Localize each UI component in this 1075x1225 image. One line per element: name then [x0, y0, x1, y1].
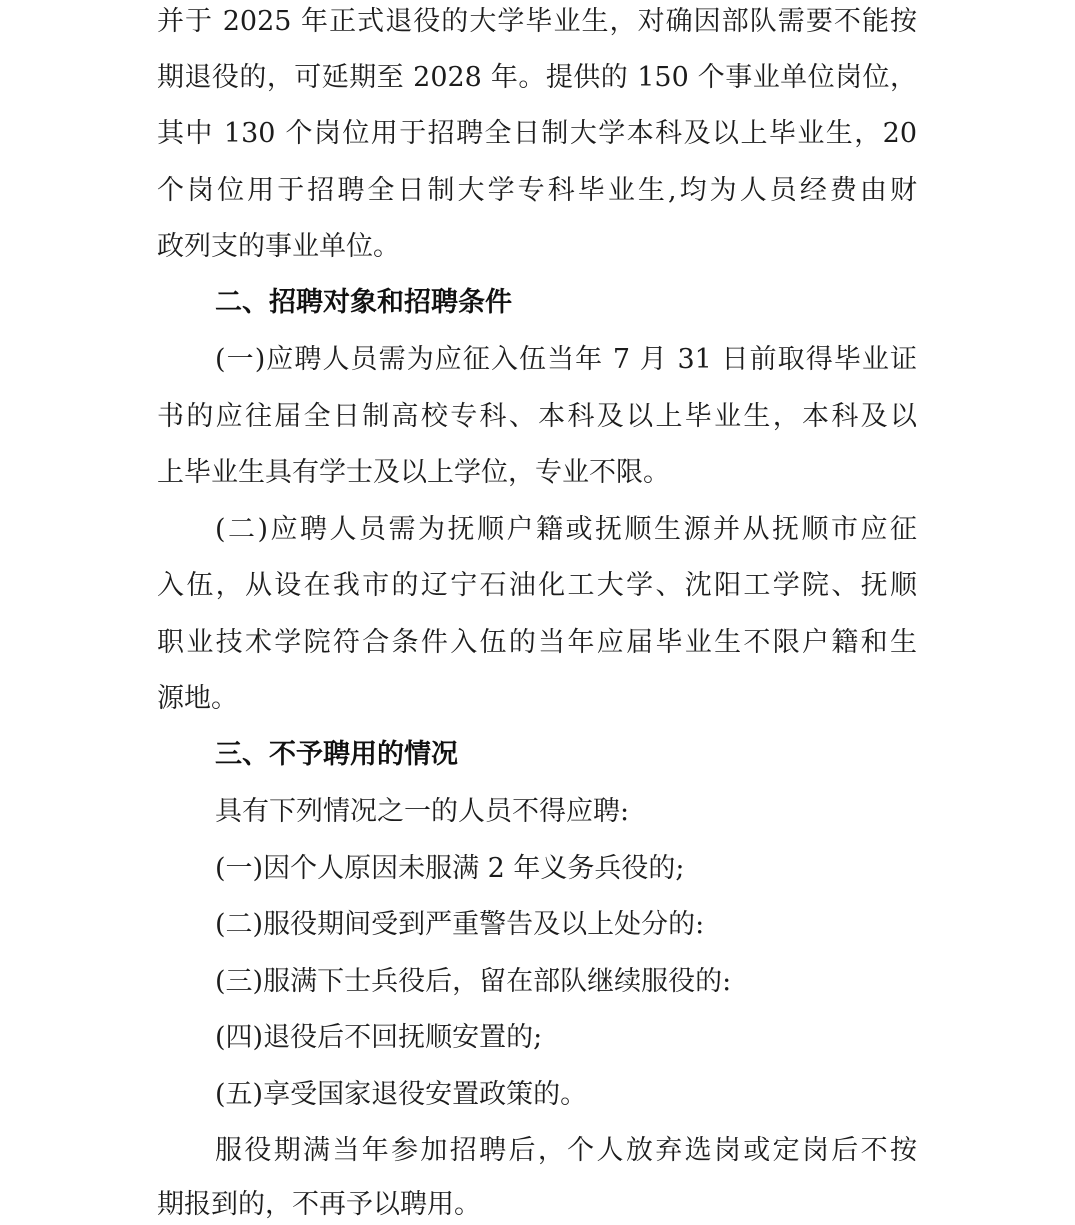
paragraph-line: 个岗位用于招聘全日制大学专科毕业生,均为人员经费由财 — [157, 175, 917, 206]
list-item: (一)因个人原因未服满 2 年义务兵役的; — [215, 853, 685, 884]
paragraph-line: 期报到的，不再予以聘用。 — [157, 1189, 481, 1220]
paragraph-line: 职业技术学院符合条件入伍的当年应届毕业生不限户籍和生 — [157, 627, 917, 658]
list-item: (五)享受国家退役安置政策的。 — [215, 1079, 588, 1110]
paragraph-line: (一)应聘人员需为应征入伍当年 7 月 31 日前取得毕业证 — [215, 344, 917, 375]
paragraph-line: 具有下列情况之一的人员不得应聘: — [215, 796, 630, 827]
paragraph-line: 政列支的事业单位。 — [157, 231, 400, 262]
paragraph-line: 其中 130 个岗位用于招聘全日制大学本科及以上毕业生，20 — [157, 118, 917, 149]
paragraph-line: 期退役的，可延期至 2028 年。提供的 150 个事业单位岗位， — [157, 62, 917, 93]
paragraph-line: 书的应往届全日制高校专科、本科及以上毕业生，本科及以 — [157, 401, 917, 432]
paragraph-line: 入伍，从设在我市的辽宁石油化工大学、沈阳工学院、抚顺 — [157, 570, 917, 601]
list-item: (三)服满下士兵役后，留在部队继续服役的: — [215, 966, 732, 997]
list-item: (四)退役后不回抚顺安置的; — [215, 1022, 543, 1053]
paragraph-line: (二)应聘人员需为抚顺户籍或抚顺生源并从抚顺市应征 — [215, 514, 917, 545]
list-item: (二)服役期间受到严重警告及以上处分的: — [215, 909, 705, 940]
paragraph-line: 服役期满当年参加招聘后，个人放弃选岗或定岗后不按 — [215, 1135, 917, 1166]
paragraph-line: 上毕业生具有学士及以上学位，专业不限。 — [157, 457, 670, 488]
section-heading: 二、招聘对象和招聘条件 — [215, 287, 512, 318]
paragraph-line: 源地。 — [157, 683, 238, 714]
paragraph-line: 并于 2025 年正式退役的大学毕业生，对确因部队需要不能按 — [157, 6, 917, 37]
section-heading: 三、不予聘用的情况 — [215, 739, 458, 770]
